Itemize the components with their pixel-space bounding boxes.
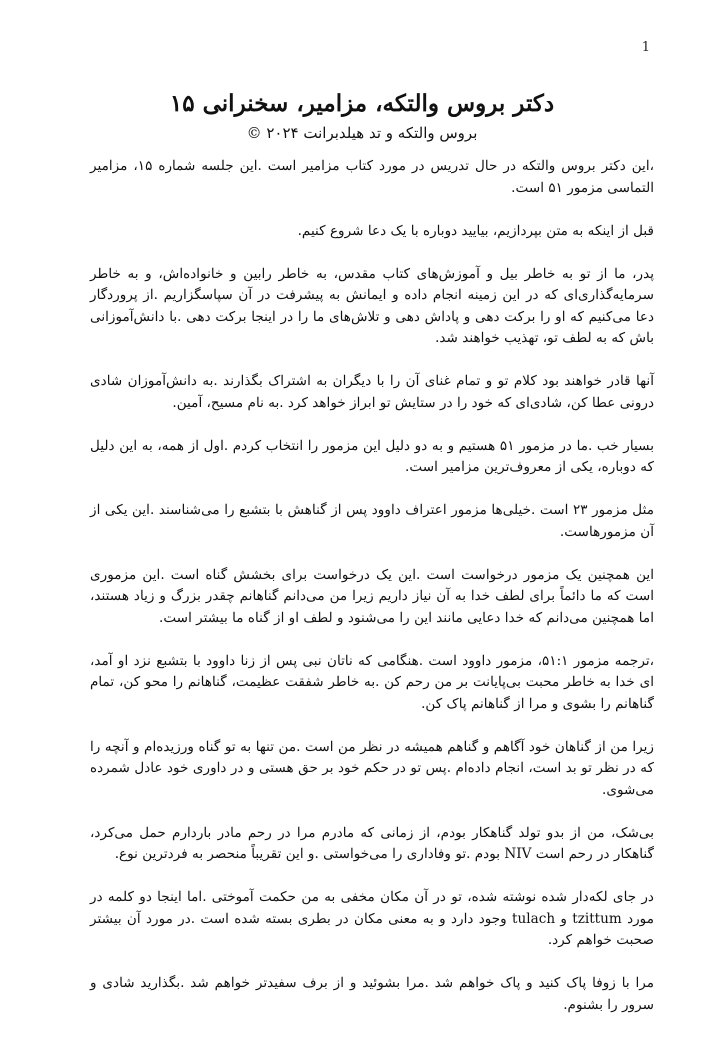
- document-body: [90, 156, 654, 1038]
- paragraph-2: قبل از اینکه به متن بپردازیم، بیایید دوباره با یک دعا شروع کنیم.: [297, 222, 654, 239]
- paragraph-10: بی‌شک، من از بدو تولد گناهکار بودم، از زمانی که مادرم مرا در رحم مادر باردارم حمل می‌کرد، گناهکار در رحم است NIV بودم .تو وفاداری را می‌خواستی .و این تقریباً منحصر به فردترین نوع.: [90, 824, 654, 862]
- document-subtitle: بروس والتکه و تد هیلدبرانت ۲۰۲۴ ©: [246, 124, 478, 142]
- page-number: 1: [641, 40, 650, 55]
- paragraph-12: مرا با زوفا پاک کنید و پاک خواهم شد .مرا بشوئید و از برف سفیدتر خواهم شد .بگذارید شادی و سرور را بشنوم.: [90, 975, 654, 1013]
- paragraph-8: ،ترجمه مزمور ۵۱:۱، مزمور داوود است .هنگامی که ناتان نبی پس از زنا داوود با بتشبع نزد او آمد، ای خدا به خاطر محبت بی‌پایانت بر من رحم کن .به خاطر شفقت عظیمت، گناهانم را محو کن، تمام گناهانم را بشوی و مرا از گناهانم پاک کن.: [90, 652, 654, 712]
- paragraph-6: مثل مزمور ۲۳ است .خیلی‌ها مزمور اعتراف داوود پس از گناهش با بتشبع را می‌شناسند .این یکی از آن مزمورهاست.: [90, 502, 654, 540]
- paragraph-3: پدر، ما از تو به خاطر بیل و آموزش‌های کتاب مقدس، به خاطر رابین و خانواده‌اش، و به خاطر سرمایه‌گذاری‌ای که در این زمینه انجام داده و ایمانش به پیشرفت در آن سپاسگزاریم .از پروردگار دعا می‌کنیم که او را برکت دهی و پاداش دهی و تلاش‌های ما را در اینجا برکت دهی .با دانش‌آموزانی باش که به لطف تو، تهذیب خواهند شد.: [90, 265, 654, 346]
- paragraph-11: در جای لکه‌دار شده نوشته شده، تو در آن مکان مخفی به من حکمت آموختی .اما اینجا دو کلمه در مورد tzittum و tulach وجود دارد و به معنی مکان در بطری بسته شده است .در مورد آن بیشتر صحبت خواهم کرد.: [90, 889, 654, 948]
- paragraph-5: بسیار خب .ما در مزمور ۵۱ هستیم و به دو دلیل این مزمور را انتخاب کردم .اول از همه، به این دلیل که دوباره، یکی از معروف‌ترین مزامیر است.: [90, 437, 655, 475]
- paragraph-7: این همچنین یک مزمور درخواست است .این یک درخواست برای بخشش گناه است .این مزموری است که ما دائماً برای لطف خدا به آن نیاز داریم زیرا من می‌دانم گناهانم چقدر بزرگ و زیاد هستند، اما همچنین می‌دانم که خدا دعایی مانند این را می‌شنود و لطف او از گناه ما بیشتر است.: [90, 566, 654, 626]
- document-title: دکتر بروس والتکه، مزامیر، سخنرانی ۱۵: [169, 90, 555, 117]
- paragraph-9: زیرا من از گناهان خود آگاهم و گناهم همیشه در نظر من است .من تنها به تو گناه ورزیده‌ام و آنچه را که در نظر تو بد است، انجام داده‌ام .پس تو در حکم خود بر حق هستی و در داوری خود عادل شمرده می‌شوی.: [90, 738, 654, 798]
- paragraph-1: ،این دکتر بروس والتکه در حال تدریس در مورد کتاب مزامیر است .این جلسه شماره ۱۵، مزامیر التماسی مزمور ۵۱ است.: [90, 158, 654, 196]
- paragraph-4: آنها قادر خواهند بود کلام تو و تمام غنای آن را با دیگران به اشتراک بگذارند .به دانش‌آموزان شادی درونی عطا کن، شادی‌ای که خود را در ستایش تو ابراز خواهد کرد .به نام مسیح، آمین.: [90, 373, 654, 411]
